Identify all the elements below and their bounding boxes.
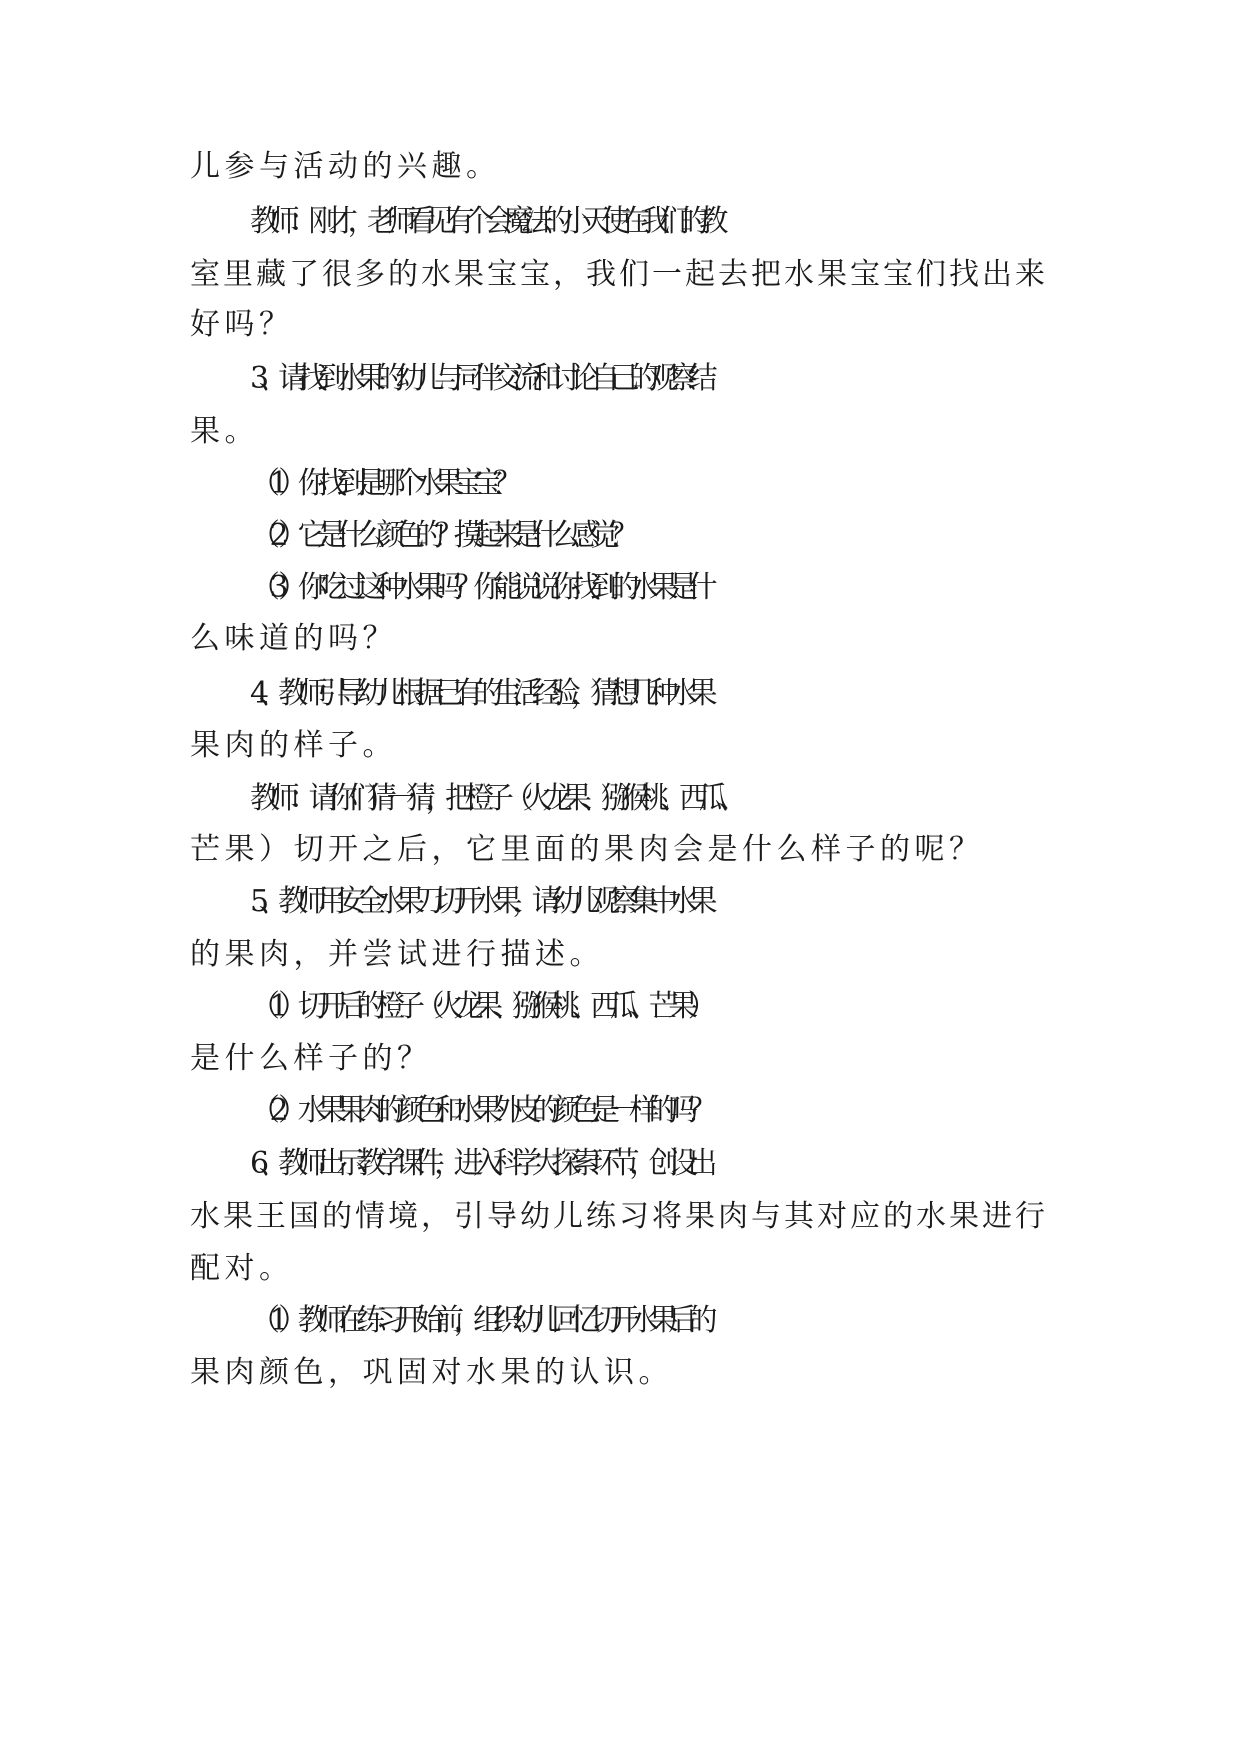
text-line: 果肉的样子。 bbox=[190, 728, 397, 763]
document-page bbox=[190, 0, 1050, 1754]
text-line: （1）你找到是哪个水果宝宝？ bbox=[250, 466, 513, 501]
text-line: （3）你吃过这种水果吗？你能说说你找到的水果是什 bbox=[250, 570, 708, 605]
text-line: 5、教师用安全水果刀切开水果，请幼儿观察集中水果 bbox=[250, 884, 708, 919]
text-line: 么味道的吗？ bbox=[190, 621, 397, 656]
text-line: 果肉颜色，巩固对水果的认识。 bbox=[190, 1355, 673, 1390]
text-line: （1）教师在练习开始前，组织幼儿回忆切开水果后的 bbox=[250, 1303, 708, 1338]
text-line: （2）水果果肉的颜色和水果外皮的颜色是一样的吗？ bbox=[250, 1093, 708, 1128]
text-line: 是什么样子的？ bbox=[190, 1041, 432, 1076]
text-line: （2）它是什么颜色的？摸起来是什么感觉？ bbox=[250, 518, 630, 553]
text-line: 芒果）切开之后，它里面的果肉会是什么样子的呢？ bbox=[190, 832, 984, 867]
text-line: 教师：请你们猜一猜，把橙子（火龙果、猕猴桃、西瓜、 bbox=[250, 781, 738, 816]
text-line: 好吗？ bbox=[190, 307, 294, 342]
text-line: 3、请找到水果的幼儿与同伴交流和讨论自己的观察结 bbox=[250, 361, 708, 396]
text-line: 6、教师出示教学课件，进入科学大探索环节，创设出 bbox=[250, 1146, 708, 1181]
text-line: 教师：刚才，老师看见有个会魔法的小天使在我们的教 bbox=[250, 204, 718, 239]
text-line: 儿参与活动的兴趣。 bbox=[190, 149, 501, 184]
text-line: 果。 bbox=[190, 414, 259, 449]
text-line: 配对。 bbox=[190, 1251, 294, 1286]
text-line: 的果肉，并尝试进行描述。 bbox=[190, 937, 604, 972]
text-line: 水果王国的情境，引导幼儿练习将果肉与其对应的水果进行 bbox=[190, 1199, 1048, 1234]
text-line: 4、教师引导幼儿根据已有的生活经验，猜想几种水果 bbox=[250, 676, 708, 711]
text-line: 室里藏了很多的水果宝宝，我们一起去把水果宝宝们找出来 bbox=[190, 257, 1048, 292]
text-line: （1）切开后的橙子（火龙果、猕猴桃、西瓜、芒果） bbox=[250, 989, 708, 1024]
